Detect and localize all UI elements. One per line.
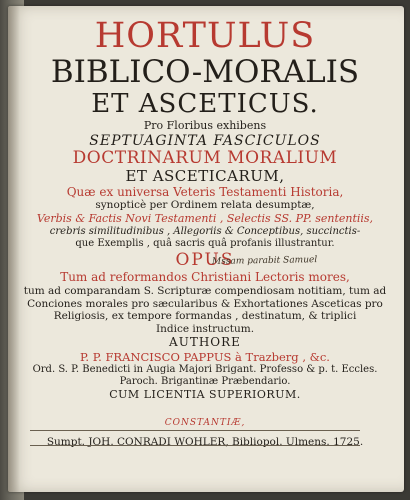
subtitle-line-4: Pro Floribus exhibens [143,119,267,132]
subtitle-line-5: SEPTUAGINTA FASCICULOS [89,133,321,149]
purpose-line-14: Tum ad reformandos Christiani Lectoris mores, [60,270,350,284]
author-heading: AUTHORE [169,335,241,349]
subtitle-line-6: DOCTRINARUM MORALIUM [72,148,338,168]
title-line-2: BIBLICO-MORALIS [50,54,360,90]
title-line-3: ET ASCETICUS. [91,89,319,119]
author-affiliation-2: Paroch. Brigantinæ Præbendario. [119,376,291,387]
page-gutter-shadow [8,6,20,492]
title-page-text [20,10,390,480]
rule-lower [30,445,360,446]
purpose-line-17: Religiosis, ex tempore formandas , destinatum, & triplici [53,310,357,322]
handwritten-note: Mssam parabit Samuel [212,255,318,267]
title-line-1: HORTULUS [94,16,316,56]
opus-line [20,250,390,270]
purpose-line-15: tum ad comparandam S. Scripturæ compendiosam notitiam, tum ad [23,285,387,297]
subtitle-line-7: ET ASCETICARUM, [125,167,285,185]
purpose-line-18: Indice instructum. [155,322,255,335]
imprint-line: Sumpt. JOH. CONRADI WOHLER, Bibliopol. Ulmens. 1725. [46,436,364,448]
opus-word: OPUS [175,250,235,270]
subtitle-line-12: que Exemplis , quâ sacris quâ profanis illustrantur. [75,238,335,249]
author-name: P. P. FRANCISCO PAPPUS à Trazberg , &c. [80,350,330,364]
rule-upper [30,430,360,431]
subtitle-line-8: Quæ ex universa Veteris Testamenti Historia, [66,185,344,199]
subtitle-line-11: crebris similitudinibus , Allegoriis & Conceptibus, succinctis- [49,226,361,237]
subtitle-line-10: Verbis & Factis Novi Testamenti , Selectis SS. PP. sententiis, [36,212,374,225]
purpose-line-16: Conciones morales pro sæcularibus & Exhortationes Asceticas pro [27,297,383,310]
author-affiliation-1: Ord. S. P. Benedicti in Augia Majori Brigant. Professo & p. t. Eccles. [32,364,378,375]
subtitle-line-9: synopticè per Ordinem relata desumptæ, [95,199,315,211]
licence-line: CUM LICENTIA SUPERIORUM. [109,388,301,401]
place-of-publication: CONSTANTIÆ, [164,418,246,428]
